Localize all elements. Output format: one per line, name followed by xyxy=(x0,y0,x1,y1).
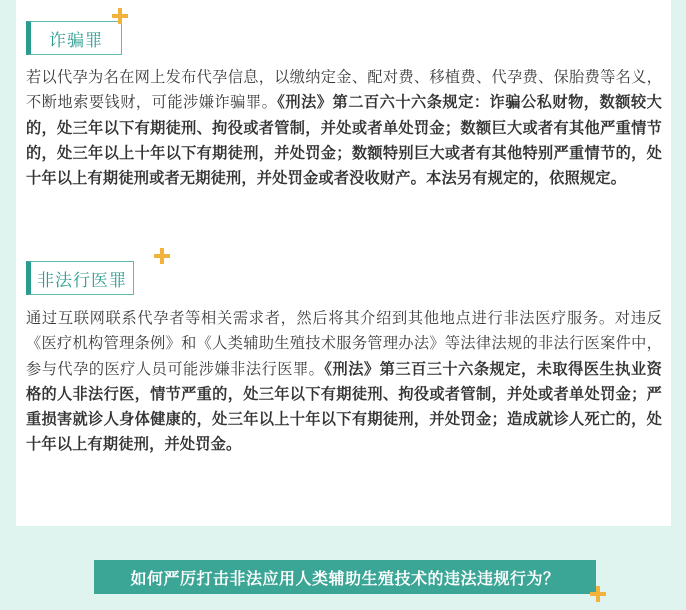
question-banner-text: 如何严厉打击非法应用人类辅助生殖技术的违法违规行为？ xyxy=(130,568,560,588)
section-body-fraud xyxy=(26,65,662,191)
section-tag-fraud xyxy=(26,21,122,55)
section-title-illegal-medical: 非法行医罪 xyxy=(37,270,127,291)
content-card xyxy=(16,0,671,526)
plus-icon xyxy=(112,8,128,24)
section-tag-illegal-medical xyxy=(26,261,134,295)
section-title-fraud: 诈骗罪 xyxy=(49,30,103,51)
question-banner xyxy=(94,560,596,594)
section-intro-fraud: 若以代孕为名在网上发布代孕信息，以缴纳定金、配对费、移植费、代孕费、保胎费等名义，不断地索要钱财，可能涉嫌诈骗罪。 xyxy=(26,68,662,112)
section-intro-illegal-medical: 通过互联网联系代孕者等相关需求者，然后将其介绍到其他地点进行非法医疗服务。对违反《医疗机构管理条例》和《人类辅助生殖技术服务管理办法》等法律法规的非法行医案件中，参与代孕的医疗人员可能涉嫌非法行医罪。 xyxy=(26,309,662,378)
plus-icon xyxy=(590,586,606,602)
section-law-fraud: 《刑法》第二百六十六条规定：诈骗公私财物，数额较大的，处三年以下有期徒刑、拘役或者管制，并处或者单处罚金；数额巨大或者有其他严重情节的，处三年以上十年以下有期徒刑，并处罚金；数额特别巨大或者有其他特别严重情节的，处十年以上有期徒刑或者无期徒刑，并处罚金或者没收财产。本法另有规定的，依照规定。 xyxy=(26,93,662,188)
section-law-illegal-medical: 《刑法》第三百三十六条规定，未取得医生执业资格的人非法行医，情节严重的，处三年以下有期徒刑、拘役或者管制，并处或者单处罚金；严重损害就诊人身体健康的，处三年以上十年以下有期徒刑，并处罚金；造成就诊人死亡的，处十年以上有期徒刑，并处罚金。 xyxy=(26,359,662,454)
plus-icon xyxy=(154,248,170,264)
section-body-illegal-medical xyxy=(26,306,662,458)
